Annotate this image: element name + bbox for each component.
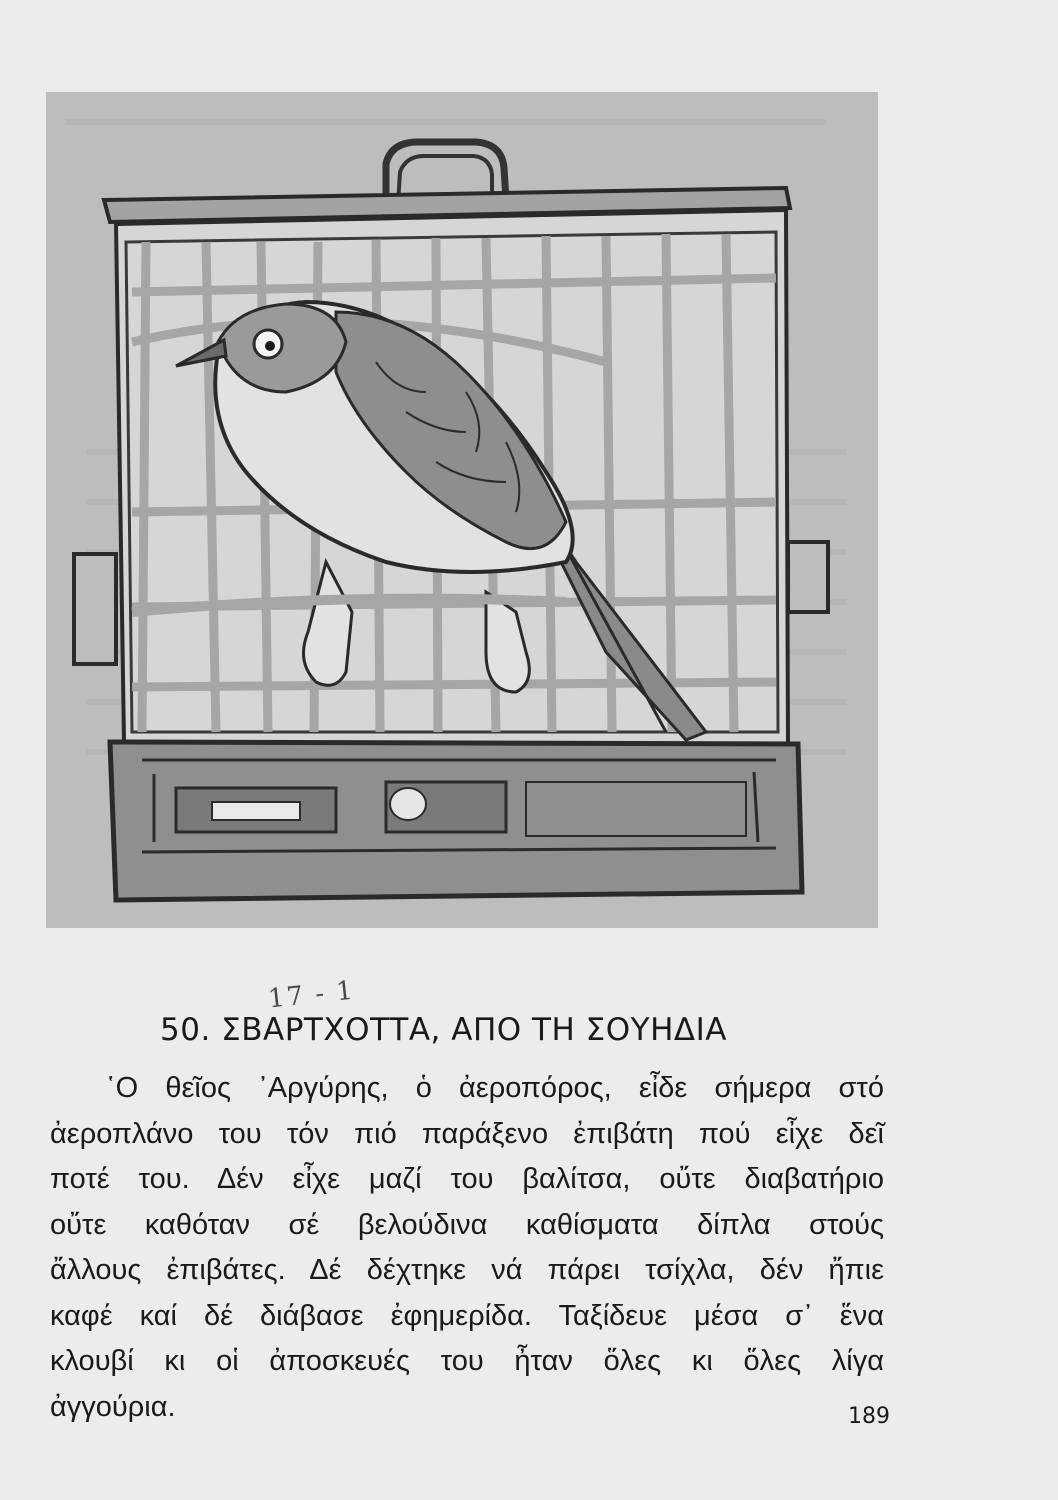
story-title: 50. ΣΒΑΡΤΧΟΤΤΑ, ΑΠΟ ΤΗ ΣΟΥΗΔΙΑ — [160, 1012, 727, 1048]
text-line: κλουβί κι οἱ ἀποσκευές του ἦταν ὅλες κι ὅλες λίγα — [50, 1345, 884, 1377]
text-line: ἄλλους ἐπιβάτες. Δέ δέχτηκε νά πάρει τσίχλα, δέν ἤπιε — [50, 1254, 884, 1286]
page-number: 189 — [848, 1404, 890, 1429]
text-line: ῾Ο θεῖος ᾿Αργύρης, ὁ ἀεροπόρος, εἶδε σήμερα στό — [106, 1072, 884, 1104]
text-line: ποτέ του. Δέν εἶχε μαζί του βαλίτσα, οὔτε διαβατήριο — [50, 1163, 884, 1195]
text-line: ἀεροπλάνο του τόν πιό παράξενο ἐπιβάτη πού εἶχε δεῖ — [50, 1117, 884, 1150]
bird-cage-drawing — [46, 92, 878, 928]
story-body — [50, 1066, 884, 1430]
text-line: ἀγγούρια. — [50, 1390, 176, 1423]
text-line: καφέ καί δέ διάβασε ἐφημερίδα. Ταξίδευε μέσα σ᾿ ἕνα — [50, 1299, 884, 1332]
text-line: οὔτε καθόταν σέ βελούδινα καθίσματα δίπλα στούς — [50, 1208, 884, 1241]
bird-cage-illustration — [46, 92, 878, 928]
handwritten-note: 17 - 1 — [266, 975, 357, 1015]
